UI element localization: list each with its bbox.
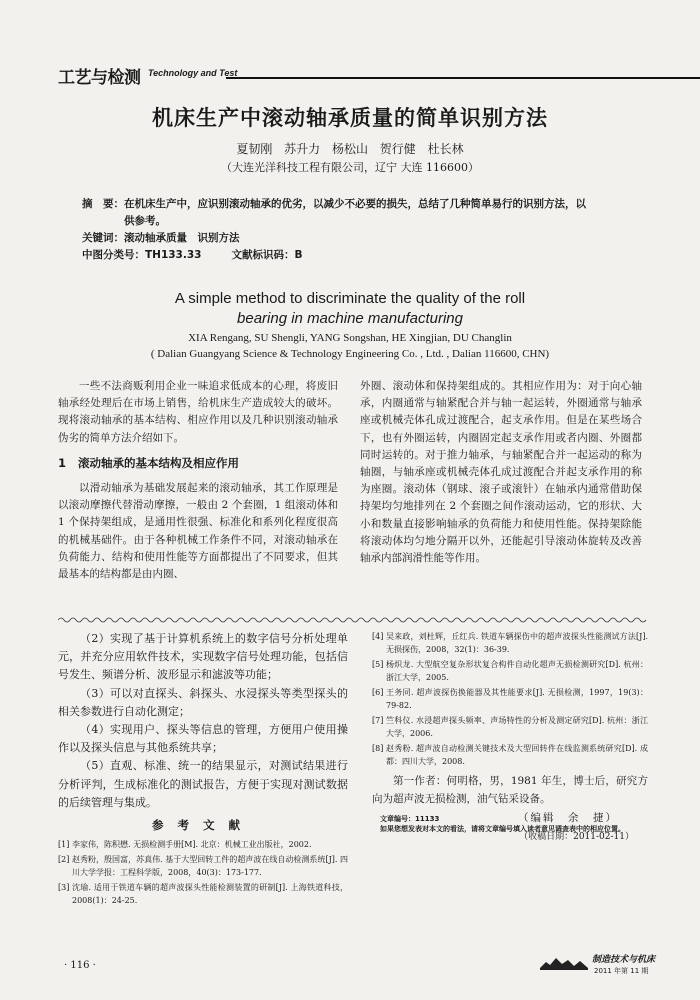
reference-index: [2] — [58, 855, 70, 865]
reference-text: 沈瑜. 适用于铁道车辆的超声波探头性能检测装置的研制[J]. 上海铁道科技，2008(1)：24-25. — [72, 883, 348, 906]
article-number: 文章编号：11133 — [380, 815, 440, 823]
abstract-block — [82, 196, 638, 264]
keywords: 关键词：滚动轴承质量 识别方法 — [82, 232, 240, 244]
reference-item — [58, 881, 348, 907]
reference-index: [1] — [58, 840, 70, 850]
section-number: 1 — [58, 455, 67, 470]
english-title-line-2: bearing in machine manufacturing — [237, 310, 463, 327]
body-paragraph: 以滑动轴承为基础发展起来的滚动轴承，其工作原理是以滚动摩擦代替滑动摩擦，一般由 2 个套圈，1 组滚动体和 1 个保持架组成，是通用性很强、标准化和系列化程度很高的机械基础件。由于各种机械工作条件不同，对滚动轴承在负荷能力、结构和使用性能等方面都提出了不同要求，但其最基本的结构都是由内圈、 — [58, 482, 338, 581]
abstract-line-2: 供参考。 — [124, 215, 166, 227]
document-code: 文献标识码：B — [231, 249, 303, 261]
received-date: （收稿日期：2011-02-11） — [519, 832, 634, 843]
section-label: Technology and Test — [148, 68, 238, 78]
abstract-line-1: 在机床生产中，应识别滚动轴承的优劣，以减少不必要的损失，总结了几种简单易行的识别方法，以 — [124, 198, 586, 210]
author-affiliation: （大连光洋科技工程有限公司，辽宁 大连 116600） — [221, 161, 479, 174]
reference-item — [58, 838, 348, 851]
list-item: （2）实现了基于计算机系统上的数字信号分析处理单元，并充分应用软件技术，实现数字信号处理功能，包括信号发生、频谱分析、波形显示和滤波等功能； — [58, 632, 348, 682]
reference-item — [372, 742, 648, 768]
author-list: 夏韧刚 苏升力 杨松山 贺行健 杜长林 — [236, 142, 464, 156]
body-column-left — [58, 378, 338, 583]
journal-mark-icon — [540, 954, 588, 972]
journal-name: 制造技术与机床 — [592, 955, 656, 965]
author-note: 第一作者：何明格，男，1981 年生，博士后，研究方向为超声波无损检测，油气钻采设备。 — [372, 775, 648, 805]
reference-text: 吴来政，刘杜辉，丘红兵. 铁道车辆探伤中的超声波探头性能测试方法[J]. 无损探伤，2008，32(1)：36-39. — [386, 632, 648, 654]
list-item: （5）直观、标准、统一的结果显示，对测试结果进行分析评判，生成标准化的测试报告，方便于实现对测试数据的后续管理与集成。 — [58, 759, 348, 809]
reference-item — [372, 686, 648, 712]
reader-notice — [380, 814, 650, 834]
reference-text: 赵秀粉，殷国富，苏真伟. 基于大型回转工件的超声波在线自动检测系统[J]. 四川大学学报：工程科学版，2008，40(3)：173-177. — [72, 855, 348, 878]
page-number: · 116 · — [64, 960, 96, 971]
section-heading — [58, 455, 338, 472]
header-rule — [226, 77, 700, 79]
reference-text: 李家伟，陈积懋. 无损检测手册[M]. 北京：机械工业出版社，2002. — [72, 840, 312, 850]
reference-index: [4] — [372, 632, 384, 641]
reference-index: [8] — [372, 744, 384, 753]
reference-item — [372, 630, 648, 656]
abstract-label: 摘 要： — [82, 198, 124, 210]
english-affiliation: ( Dalian Guangyang Science & Technology Engineering Co. , Ltd. , Dalian 116600, CHN) — [150, 348, 550, 360]
intro-paragraph: 一些不法商贩利用企业一味追求低成本的心理，将废旧轴承经处理后在市场上销售，给机床生产造成较大的破坏。现将滚动轴承的基本结构、相应作用以及几种识别滚动轴承伪劣的简单方法介绍如下。 — [58, 380, 338, 444]
references-heading: 参考文献 — [152, 818, 254, 833]
running-header — [58, 63, 648, 88]
reference-item — [372, 658, 648, 684]
english-title-line-1: A simple method to discriminate the quality of the roll — [174, 290, 526, 307]
page-divider — [58, 616, 648, 624]
reference-item — [372, 714, 648, 740]
english-title — [100, 289, 600, 329]
list-item: （4）实现用户、探头等信息的管理，方便用户使用操作以及探头信息与其他系统共享； — [58, 723, 348, 755]
clc-number: 中图分类号：TH133.33 — [82, 249, 202, 261]
reference-text: 赵秀粉. 超声波自动检测关键技术及大型回转件在线监测系统研究[D]. 成都：四川大学，2008. — [386, 744, 648, 766]
reference-index: [5] — [372, 660, 384, 669]
reference-text: 竺科仪. 水浸超声探头频率、声场特性的分析及测定研究[D]. 杭州：浙江大学，2006. — [386, 716, 648, 738]
body-paragraph-continued: 外圈、滚动体和保持架组成的。其相应作用为：对于向心轴承，内圈通常与轴紧配合并与轴一起运转，外圈通常与轴承座或机械壳体孔成过渡配合，起支承作用。但是在某些场合下，也有外圈运转，内圈固定起支承作用或者内圈、外圈都同时运转的。对于推力轴承，与轴紧配合并一起运动的称为轴圈，与轴承座或机械壳体孔成过渡配合并起支承作用的称为座圈。滚动体（钢球、滚子或滚针）在轴承内通常借助保持架均匀地排列在 2 个套圈之间作滚动运动，它的形状、大小和数量直接影响轴承的负荷能力和使用性能。保持架除能将滚动体均匀地分隔开以外，还能起引导滚动体旋转及改善轴承内部润滑性能等作用。 — [360, 380, 642, 565]
section-brand: 工艺与检测 — [58, 68, 141, 88]
english-authors: XIA Rengang, SU Shengli, YANG Songshan, HE Xingjian, DU Changlin — [188, 332, 512, 344]
editor-credit: （编辑 余 捷） — [518, 812, 618, 824]
reference-index: [6] — [372, 688, 384, 697]
body-column-right — [360, 378, 642, 567]
reference-index: [7] — [372, 716, 384, 725]
paper-title: 机床生产中滚动轴承质量的简单识别方法 — [152, 106, 548, 130]
reference-index: [3] — [58, 883, 70, 893]
section-title: 滚动轴承的基本结构及相应作用 — [78, 455, 240, 470]
reference-item — [58, 853, 348, 879]
reference-text: 杨炽龙. 大型航空复杂形状复合构件自动化超声无损检测研究[D]. 杭州：浙江大学，2005. — [386, 660, 648, 682]
reference-text: 王务同. 超声波探伤换能器及其性能要求[J]. 无损检测，1997，19(3)：79-82. — [386, 688, 648, 710]
journal-issue: 2011 年第 11 期 — [594, 967, 649, 975]
journal-logo — [540, 950, 660, 980]
list-item: （3）可以对直探头、斜探头、水浸探头等类型探头的相关参数进行自动化测定； — [58, 686, 348, 718]
lower-column-left — [58, 630, 348, 909]
reader-notice-text: 如果您想发表对本文的看法，请将文章编号填入读者意见调查表中的相应位置。 — [380, 825, 625, 833]
